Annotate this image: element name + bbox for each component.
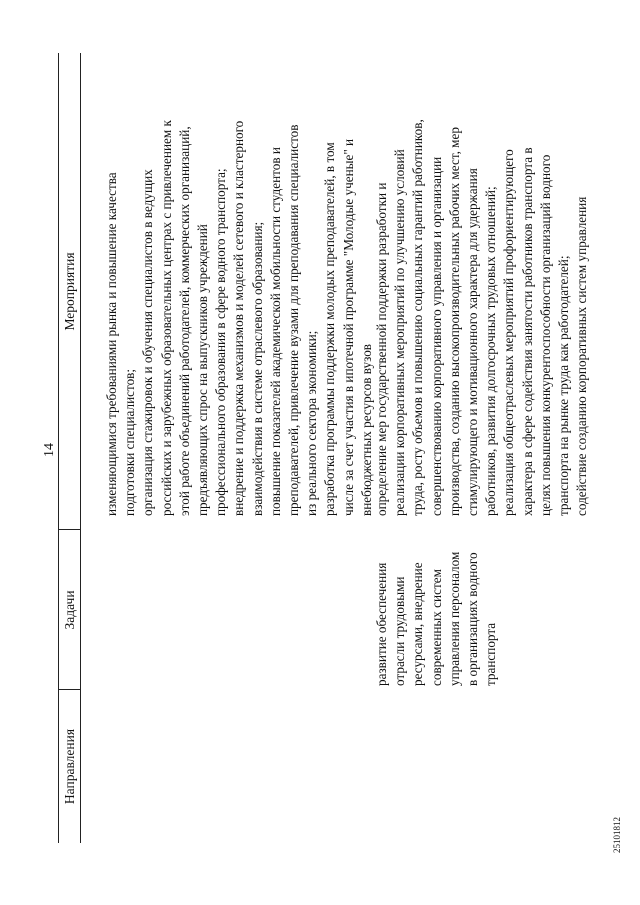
measure-line: реализация общеотраслевых мероприятий профориентирующего xyxy=(501,149,517,516)
measures-cell xyxy=(373,119,591,516)
document-id: 25101812 xyxy=(612,817,622,853)
measure-line: организация стажировок и обучения специалистов в ведущих xyxy=(140,169,156,516)
measure-line: изменяющимися требованиями рынка и повышение качества xyxy=(104,172,119,516)
measure-line: этой работе объединений работодателей, коммерческих организаций, xyxy=(176,126,192,516)
measure-line: предъявляющих спрос на выпускников учреждений xyxy=(195,224,211,516)
measure-line: совершенствованию корпоративного управления и организации xyxy=(428,156,444,516)
task-line: ресурсами, внедрение xyxy=(410,562,426,686)
measure-line: труда, росту объемов и повышению социальных гарантий работников, xyxy=(410,119,426,516)
header-tasks: Задачи xyxy=(62,590,77,630)
measure-line: характера в сфере содействия занятости работников транспорта в xyxy=(519,147,535,516)
measures-continuation xyxy=(103,120,376,516)
table-top-border xyxy=(58,53,59,843)
measure-line: производства, созданию высокопроизводительных рабочих мест, мер xyxy=(446,127,462,516)
header-measures: Мероприятия xyxy=(62,252,77,331)
measure-line: внедрение и поддержка механизмов и моделей сетевого и кластерного xyxy=(231,120,247,516)
measure-line: стимулирующего и мотивационного характера для удержания xyxy=(465,168,481,516)
measure-line: работников, развития долгосрочных трудовых отношений; xyxy=(483,186,499,516)
measure-line: внебюджетных ресурсов вузов xyxy=(358,343,374,516)
measure-line: профессионального образования в сфере водного транспорта; xyxy=(213,168,229,516)
measure-line: преподавателей, привлечение вузами для преподавания специалистов xyxy=(286,124,302,516)
measure-line: целях повышения конкурентоспособности организаций водного xyxy=(537,154,553,516)
table-header-border xyxy=(80,53,81,843)
task-line: в организациях водного xyxy=(465,552,481,686)
measure-line: содействие созданию корпоративных систем управления xyxy=(574,196,590,516)
task-line: современных систем xyxy=(428,569,444,686)
measure-line: числе за счет участия в ипотечной программе "Молодые ученые" и xyxy=(340,138,356,516)
header-directions: Направления xyxy=(62,728,77,805)
measure-line: взаимодействия в системе отраслевого образования; xyxy=(249,221,265,516)
measure-line: определение мер государственной поддержки разработки и xyxy=(374,182,389,516)
measure-line: из реального сектора экономики; xyxy=(304,330,320,516)
measure-line: реализации корпоративных мероприятий по улучшению условий xyxy=(392,149,408,516)
measure-line: разработка программы поддержки молодых преподавателей, в том xyxy=(322,142,338,516)
measure-line: подготовки специалистов; xyxy=(122,368,138,516)
task-line: отрасли трудовыми xyxy=(392,576,408,686)
task-line: транспорта xyxy=(483,622,499,686)
task-cell xyxy=(373,552,500,686)
measure-line: российских и зарубежных образовательных центрах с привлечением к xyxy=(158,120,174,516)
measure-line: транспорта на рынке труда как работодателей; xyxy=(556,255,572,516)
page-number: 14 xyxy=(42,443,57,457)
measure-line: повышение показателей академической мобильности студентов и xyxy=(267,147,283,516)
task-line: управления персоналом xyxy=(446,551,462,686)
task-line: развитие обеспечения xyxy=(374,562,389,686)
